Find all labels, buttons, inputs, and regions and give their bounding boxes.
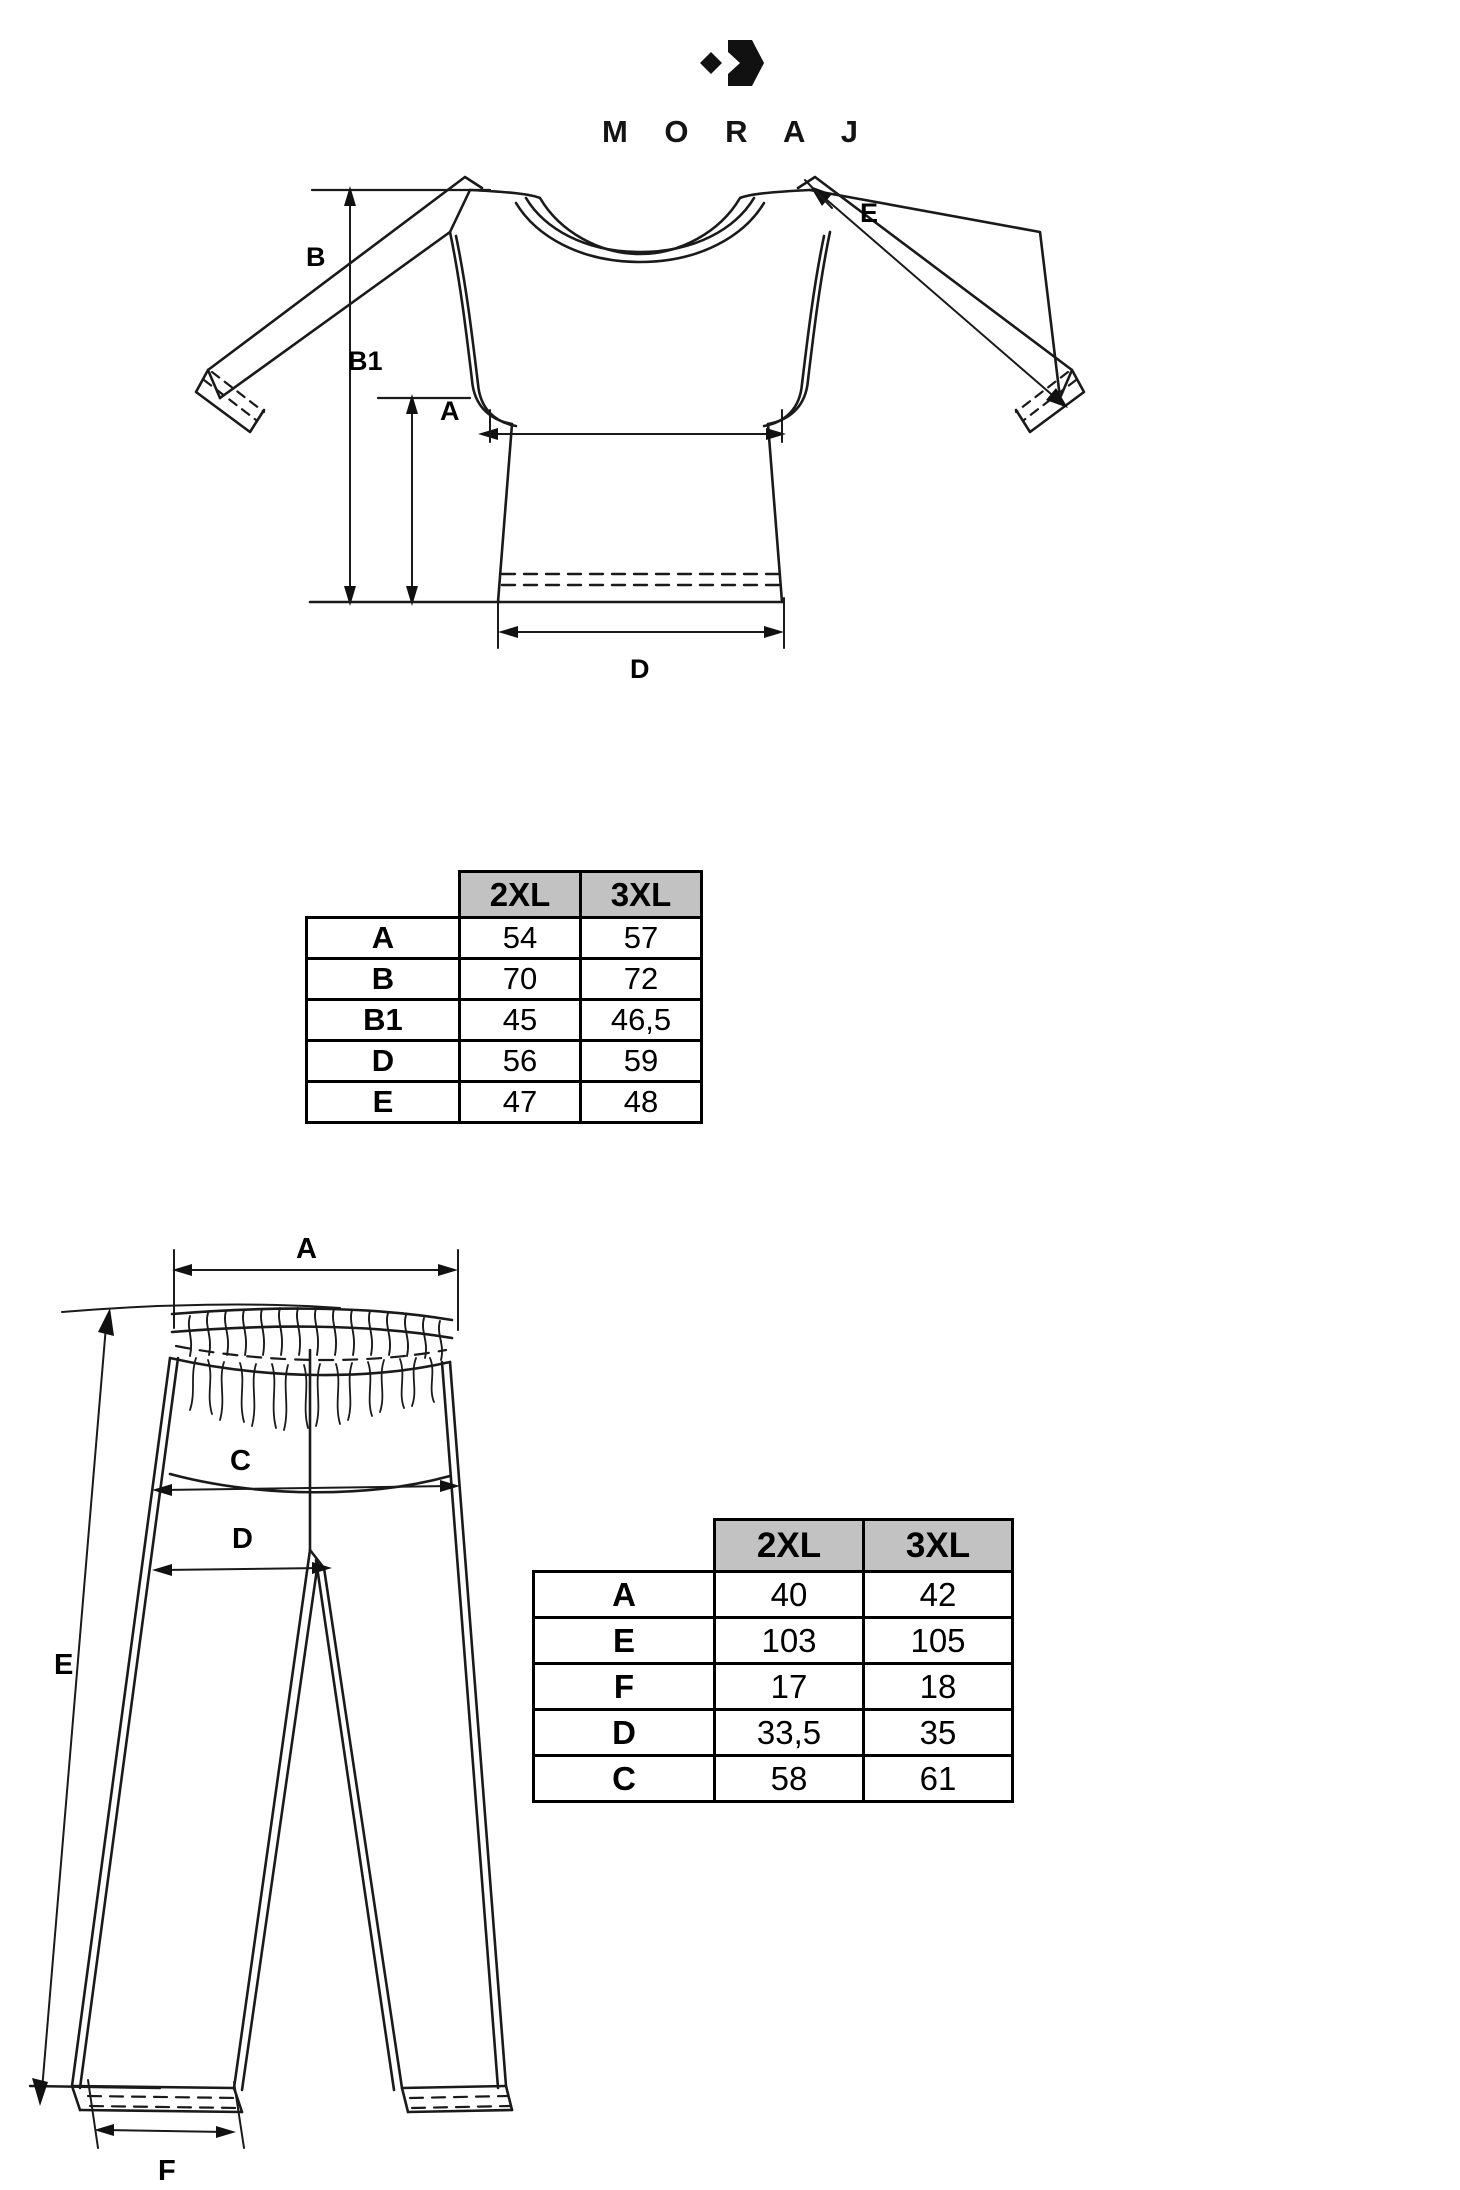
- shirt-label-b: B: [306, 242, 326, 272]
- row-label: B: [307, 959, 460, 1000]
- row-label: B1: [307, 1000, 460, 1041]
- shirt-svg: [160, 170, 1180, 684]
- table-row: [307, 1041, 702, 1082]
- cell-2xl: 70: [460, 959, 581, 1000]
- column-header-3xl: 3XL: [581, 872, 702, 918]
- moraj-chevron-logo-icon: [670, 28, 790, 98]
- table-header-row: [307, 872, 702, 918]
- shirt-label-a: A: [440, 396, 460, 426]
- shirt-label-b1: B1: [348, 346, 383, 376]
- cell-3xl: 59: [581, 1041, 702, 1082]
- table-row: [534, 1710, 1013, 1756]
- table-corner-cell: [307, 872, 460, 918]
- size-table-top: [305, 870, 703, 1124]
- pants-svg: [10, 1233, 570, 2187]
- cell-2xl: 33,5: [715, 1710, 864, 1756]
- row-label: C: [534, 1756, 715, 1802]
- cell-2xl: 45: [460, 1000, 581, 1041]
- shirt-technical-drawing: [160, 170, 1180, 684]
- cell-3xl: 105: [864, 1618, 1013, 1664]
- cell-2xl: 40: [715, 1572, 864, 1618]
- row-label: F: [534, 1664, 715, 1710]
- table-corner-cell: [534, 1520, 715, 1572]
- table-row: [534, 1756, 1013, 1802]
- row-label: A: [534, 1572, 715, 1618]
- cell-3xl: 48: [581, 1082, 702, 1123]
- cell-3xl: 61: [864, 1756, 1013, 1802]
- cell-3xl: 57: [581, 918, 702, 959]
- brand-name: M O R A J: [601, 114, 873, 149]
- cell-3xl: 18: [864, 1664, 1013, 1710]
- cell-2xl: 56: [460, 1041, 581, 1082]
- shirt-label-e: E: [860, 198, 879, 228]
- row-label: A: [307, 918, 460, 959]
- cell-2xl: 17: [715, 1664, 864, 1710]
- table-row: [307, 1000, 702, 1041]
- row-label: E: [534, 1618, 715, 1664]
- column-header-3xl: 3XL: [864, 1520, 1013, 1572]
- cell-3xl: 72: [581, 959, 702, 1000]
- row-label: E: [307, 1082, 460, 1123]
- cell-2xl: 58: [715, 1756, 864, 1802]
- table-row: [534, 1572, 1013, 1618]
- table-header-row: [534, 1520, 1013, 1572]
- table-row: [307, 959, 702, 1000]
- shirt-label-d: D: [630, 654, 650, 684]
- cell-2xl: 47: [460, 1082, 581, 1123]
- table-row: [534, 1618, 1013, 1664]
- cell-2xl: 54: [460, 918, 581, 959]
- pants-label-c: C: [230, 1445, 251, 1477]
- cell-3xl: 35: [864, 1710, 1013, 1756]
- cell-2xl: 103: [715, 1618, 864, 1664]
- row-label: D: [534, 1710, 715, 1756]
- cell-3xl: 46,5: [581, 1000, 702, 1041]
- size-table-bottom: [532, 1518, 1014, 1803]
- brand-header: [0, 28, 1460, 150]
- table-row: [534, 1664, 1013, 1710]
- row-label: D: [307, 1041, 460, 1082]
- pants-label-a: A: [296, 1233, 317, 1265]
- pants-label-e: E: [54, 1649, 74, 1681]
- table-row: [307, 1082, 702, 1123]
- pants-label-f: F: [158, 2155, 176, 2187]
- column-header-2xl: 2XL: [715, 1520, 864, 1572]
- table-row: [307, 918, 702, 959]
- pants-technical-drawing: [10, 1233, 570, 2187]
- cell-3xl: 42: [864, 1572, 1013, 1618]
- pants-label-d: D: [232, 1523, 253, 1555]
- column-header-2xl: 2XL: [460, 872, 581, 918]
